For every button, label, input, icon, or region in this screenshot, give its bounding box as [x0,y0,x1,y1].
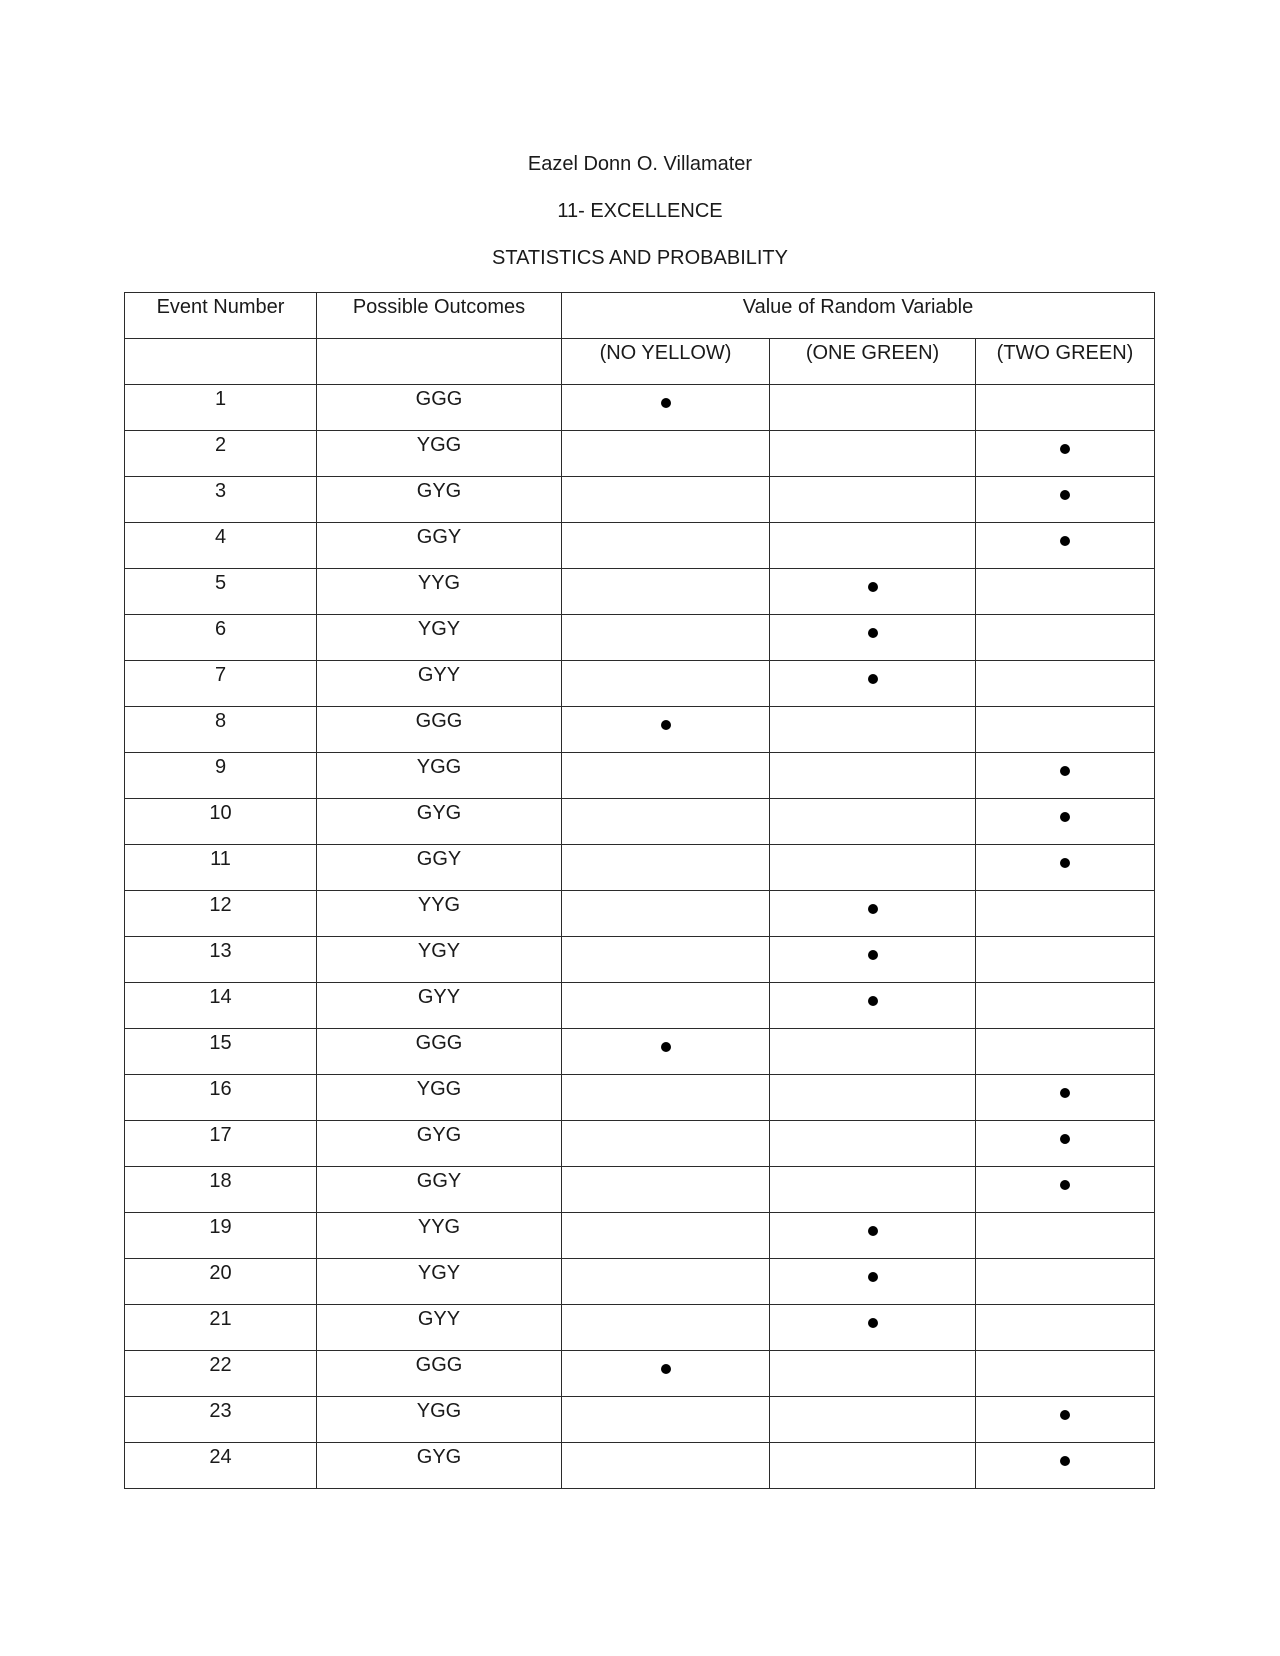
subheader-empty-event [125,339,317,385]
possible-outcome-cell [317,1075,562,1121]
event-number: 15 [209,1032,232,1054]
possible-outcome: GGY [416,848,462,870]
subject-title: STATISTICS AND PROBABILITY [492,247,788,269]
two-green-cell [976,845,1155,891]
bullet-dot-icon [1060,858,1070,868]
bullet-dot-icon [661,1364,671,1374]
event-number-cell [125,431,317,477]
event-number-cell [125,707,317,753]
event-number: 14 [209,986,232,1008]
one-green-cell [770,1397,976,1443]
possible-outcome-cell [317,661,562,707]
event-number: 10 [209,802,232,824]
bullet-dot-icon [661,398,671,408]
one-green-cell [770,1305,976,1351]
bullet-dot-icon [1060,536,1070,546]
table-row [125,1443,1155,1489]
bullet-dot-icon [868,628,878,638]
bullet-dot-icon [1060,766,1070,776]
two-green-cell [976,1213,1155,1259]
possible-outcome: YYG [417,572,461,594]
table-row [125,477,1155,523]
possible-outcome: GGY [416,526,462,548]
class-section: 11- EXCELLENCE [557,200,723,222]
event-number-cell [125,1121,317,1167]
no-yellow-cell [562,1259,770,1305]
event-number: 5 [214,572,227,594]
no-yellow-cell [562,891,770,937]
two-green-cell [976,1305,1155,1351]
two-green-cell [976,1029,1155,1075]
bullet-dot-icon [1060,1410,1070,1420]
table-row [125,753,1155,799]
bullet-dot-icon [1060,1088,1070,1098]
two-green-cell [976,983,1155,1029]
table-row [125,1397,1155,1443]
table-row [125,983,1155,1029]
no-yellow-cell [562,1167,770,1213]
one-green-cell [770,1029,976,1075]
event-number-cell [125,753,317,799]
subheader-row [125,339,1155,385]
event-number: 18 [209,1170,232,1192]
two-green-cell [976,1351,1155,1397]
table-row [125,431,1155,477]
two-green-cell [976,431,1155,477]
one-green-cell [770,661,976,707]
possible-outcome-cell [317,523,562,569]
possible-outcome-cell [317,1213,562,1259]
no-yellow-cell [562,753,770,799]
one-green-cell [770,753,976,799]
one-green-cell [770,937,976,983]
event-number: 16 [209,1078,232,1100]
no-yellow-cell [562,845,770,891]
header-possible-outcomes-label: Possible Outcomes [352,296,526,318]
bullet-dot-icon [868,950,878,960]
event-number-cell [125,1259,317,1305]
no-yellow-cell [562,523,770,569]
event-number: 13 [209,940,232,962]
possible-outcome: GGG [415,1354,463,1376]
event-number-cell [125,477,317,523]
one-green-cell [770,1259,976,1305]
table-row [125,1167,1155,1213]
event-number: 9 [214,756,227,778]
possible-outcome-cell [317,477,562,523]
event-number: 23 [209,1400,232,1422]
possible-outcome: GYY [417,1308,461,1330]
event-number-cell [125,845,317,891]
table-row [125,569,1155,615]
event-number: 20 [209,1262,232,1284]
two-green-cell [976,1443,1155,1489]
one-green-cell [770,707,976,753]
header-possible-outcomes [317,293,562,339]
subheader-no-yellow [562,339,770,385]
event-number: 4 [214,526,227,548]
table-row [125,937,1155,983]
two-green-cell [976,477,1155,523]
possible-outcome: YGG [416,1078,462,1100]
bullet-dot-icon [1060,490,1070,500]
event-number-cell [125,1075,317,1121]
outcomes-table [124,292,1155,1489]
no-yellow-cell [562,707,770,753]
event-number-cell [125,569,317,615]
one-green-cell [770,1351,976,1397]
no-yellow-cell [562,385,770,431]
possible-outcome: YGG [416,434,462,456]
event-number: 6 [214,618,227,640]
no-yellow-cell [562,1121,770,1167]
possible-outcome-cell [317,799,562,845]
event-number-cell [125,1351,317,1397]
two-green-cell [976,1121,1155,1167]
one-green-cell [770,615,976,661]
table-row [125,1259,1155,1305]
possible-outcome: YGY [417,940,461,962]
event-number: 12 [209,894,232,916]
event-number: 24 [209,1446,232,1468]
subheader-two-green [976,339,1155,385]
possible-outcome: YGY [417,1262,461,1284]
no-yellow-cell [562,1443,770,1489]
header-value-of-random-variable [562,293,1155,339]
two-green-cell [976,569,1155,615]
bullet-dot-icon [661,720,671,730]
two-green-cell [976,523,1155,569]
possible-outcome: YGG [416,756,462,778]
table-row [125,385,1155,431]
table-row [125,891,1155,937]
one-green-cell [770,431,976,477]
possible-outcome: YYG [417,1216,461,1238]
possible-outcome: GGG [415,710,463,732]
event-number-cell [125,1167,317,1213]
table-row [125,845,1155,891]
possible-outcome-cell [317,891,562,937]
two-green-cell [976,661,1155,707]
no-yellow-cell [562,983,770,1029]
header-value-label: Value of Random Variable [742,296,974,318]
event-number: 22 [209,1354,232,1376]
author-name: Eazel Donn O. Villamater [527,153,753,175]
table-row [125,1075,1155,1121]
subheader-no-yellow-label: (NO YELLOW) [599,342,732,364]
possible-outcome: GYG [416,480,462,502]
event-number-cell [125,891,317,937]
two-green-cell [976,937,1155,983]
event-number: 3 [214,480,227,502]
bullet-dot-icon [661,1042,671,1052]
event-number: 17 [209,1124,232,1146]
possible-outcome-cell [317,937,562,983]
no-yellow-cell [562,569,770,615]
table-row [125,615,1155,661]
one-green-cell [770,1075,976,1121]
possible-outcome-cell [317,753,562,799]
two-green-cell [976,1397,1155,1443]
two-green-cell [976,1167,1155,1213]
event-number-cell [125,1443,317,1489]
possible-outcome-cell [317,1029,562,1075]
subheader-two-green-label: (TWO GREEN) [996,342,1134,364]
two-green-cell [976,753,1155,799]
table-row [125,661,1155,707]
bullet-dot-icon [868,996,878,1006]
event-number-cell [125,615,317,661]
subheader-empty-outcome [317,339,562,385]
event-number-cell [125,1029,317,1075]
event-number-cell [125,523,317,569]
one-green-cell [770,983,976,1029]
table-row [125,523,1155,569]
no-yellow-cell [562,1305,770,1351]
table-row [125,1213,1155,1259]
bullet-dot-icon [868,582,878,592]
no-yellow-cell [562,615,770,661]
one-green-cell [770,845,976,891]
subheader-one-green-label: (ONE GREEN) [805,342,940,364]
possible-outcome: GGG [415,1032,463,1054]
possible-outcome-cell [317,1121,562,1167]
bullet-dot-icon [868,1318,878,1328]
possible-outcome-cell [317,431,562,477]
table-row [125,799,1155,845]
event-number: 19 [209,1216,232,1238]
no-yellow-cell [562,799,770,845]
possible-outcome-cell [317,615,562,661]
event-number-cell [125,799,317,845]
event-number-cell [125,1213,317,1259]
subheader-one-green [770,339,976,385]
one-green-cell [770,569,976,615]
event-number: 21 [209,1308,232,1330]
event-number-cell [125,661,317,707]
two-green-cell [976,891,1155,937]
possible-outcome: GYY [417,664,461,686]
possible-outcome-cell [317,845,562,891]
one-green-cell [770,1443,976,1489]
possible-outcome-cell [317,1397,562,1443]
two-green-cell [976,707,1155,753]
possible-outcome-cell [317,707,562,753]
bullet-dot-icon [1060,1134,1070,1144]
possible-outcome: GGG [415,388,463,410]
no-yellow-cell [562,1075,770,1121]
no-yellow-cell [562,937,770,983]
possible-outcome-cell [317,1305,562,1351]
no-yellow-cell [562,1213,770,1259]
bullet-dot-icon [1060,812,1070,822]
possible-outcome-cell [317,385,562,431]
bullet-dot-icon [1060,444,1070,454]
event-number-cell [125,1397,317,1443]
one-green-cell [770,385,976,431]
possible-outcome: GYG [416,1124,462,1146]
possible-outcome: GYG [416,1446,462,1468]
one-green-cell [770,1121,976,1167]
no-yellow-cell [562,431,770,477]
bullet-dot-icon [868,1226,878,1236]
no-yellow-cell [562,1351,770,1397]
possible-outcome-cell [317,1259,562,1305]
no-yellow-cell [562,1029,770,1075]
event-number-cell [125,1305,317,1351]
possible-outcome: YYG [417,894,461,916]
one-green-cell [770,523,976,569]
event-number: 2 [214,434,227,456]
event-number-cell [125,937,317,983]
possible-outcome: GYY [417,986,461,1008]
possible-outcome: GYG [416,802,462,824]
table-row [125,1029,1155,1075]
possible-outcome-cell [317,569,562,615]
table-row [125,1121,1155,1167]
possible-outcome-cell [317,1443,562,1489]
two-green-cell [976,799,1155,845]
event-number-cell [125,983,317,1029]
two-green-cell [976,1075,1155,1121]
header-event-number-label: Event Number [156,296,285,318]
no-yellow-cell [562,1397,770,1443]
possible-outcome: GGY [416,1170,462,1192]
event-number: 11 [210,848,231,870]
no-yellow-cell [562,477,770,523]
bullet-dot-icon [868,904,878,914]
two-green-cell [976,615,1155,661]
no-yellow-cell [562,661,770,707]
bullet-dot-icon [1060,1180,1070,1190]
event-number: 7 [214,664,227,686]
one-green-cell [770,1213,976,1259]
possible-outcome-cell [317,1351,562,1397]
event-number-cell [125,385,317,431]
possible-outcome-cell [317,1167,562,1213]
bullet-dot-icon [868,1272,878,1282]
one-green-cell [770,891,976,937]
one-green-cell [770,799,976,845]
table-row [125,707,1155,753]
event-number: 1 [214,388,227,410]
bullet-dot-icon [868,674,878,684]
two-green-cell [976,385,1155,431]
possible-outcome-cell [317,983,562,1029]
header-row [125,293,1155,339]
one-green-cell [770,1167,976,1213]
table-row [125,1351,1155,1397]
header-event-number [125,293,317,339]
two-green-cell [976,1259,1155,1305]
event-number: 8 [214,710,227,732]
possible-outcome: YGG [416,1400,462,1422]
bullet-dot-icon [1060,1456,1070,1466]
one-green-cell [770,477,976,523]
table-row [125,1305,1155,1351]
possible-outcome: YGY [417,618,461,640]
